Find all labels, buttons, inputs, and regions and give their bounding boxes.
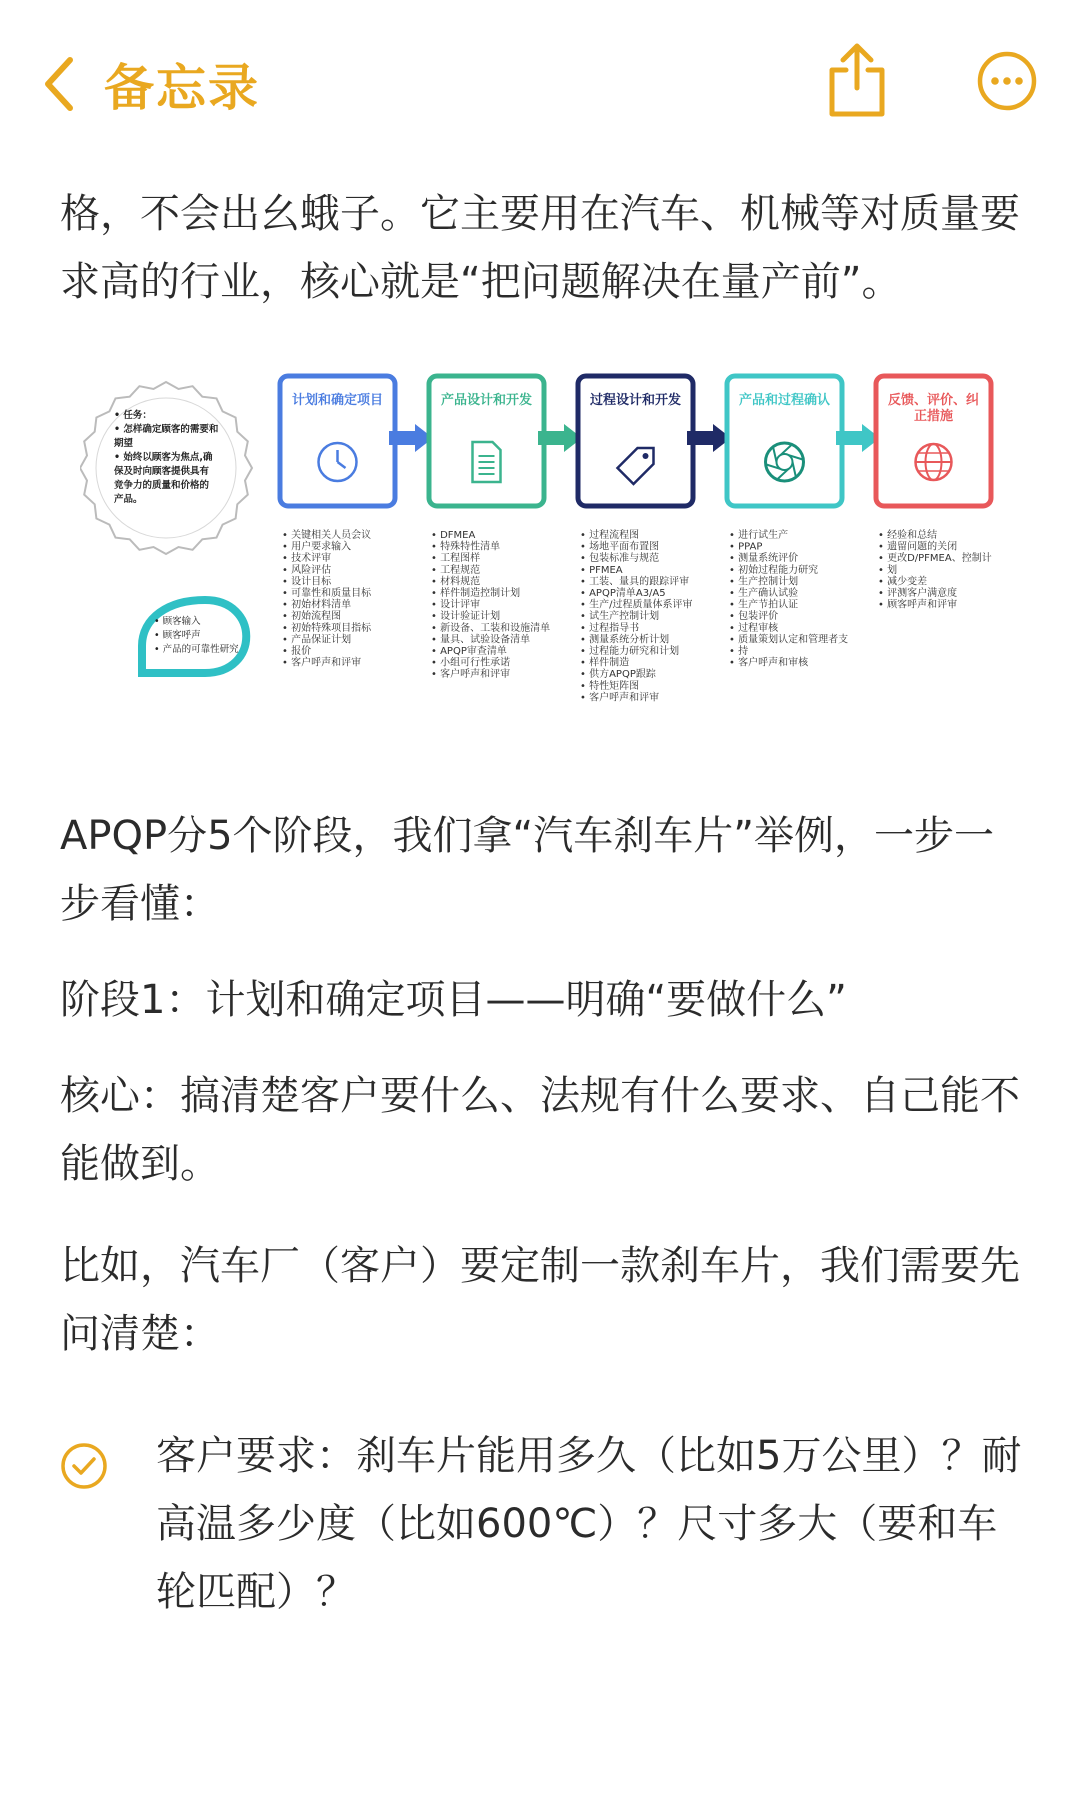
phase-list-item: • 工装、量具的跟踪评审 xyxy=(580,576,690,588)
phase-list-item: • 小组可行性承诺 xyxy=(431,657,511,669)
back-label: 备忘录 xyxy=(104,59,260,117)
phase-list-item: • 过程审核 xyxy=(729,622,779,634)
phase-list-item: • 风险评估 xyxy=(282,564,332,576)
seal-text-line: 期望 xyxy=(114,438,134,449)
phase-list-item: • 减少变差 xyxy=(878,576,928,588)
phase-list xyxy=(878,528,992,611)
phase-list-item: • 初始过程能力研究 xyxy=(729,564,819,576)
phase-list-item: • 样件制造控制计划 xyxy=(431,588,521,599)
phase-list-item: • 生产确认试验 xyxy=(729,588,799,599)
phase-list-item: • PFMEA xyxy=(580,564,623,576)
phase-list-item: • 可靠性和质量目标 xyxy=(282,588,372,599)
note-paragraph: 格，不会出幺蛾子。它主要用在汽车、机械等对质量要求高的行业，核心就是“把问题解决在量产前”。 xyxy=(60,191,1020,305)
phase-list-item: • 量具、试验设备清单 xyxy=(431,634,531,646)
phase-list-item: • 初始材料清单 xyxy=(282,599,352,611)
phase-list-item: • 新设备、工装和设施清单 xyxy=(431,622,551,634)
phase-list-item: • DFMEA xyxy=(431,530,476,541)
phase-list-item: • PPAP xyxy=(729,541,763,553)
phase-card xyxy=(280,376,395,506)
drop-text-line: • 顾客输入 xyxy=(154,616,201,627)
phase-list-item: • 测量系统分析计划 xyxy=(580,634,670,646)
phase-card xyxy=(876,376,991,506)
seal-text-line: 竞争力的质量和价格的 xyxy=(114,480,210,491)
phase-list-item: • 划 xyxy=(878,564,898,576)
phase-list-item: • 用户要求输入 xyxy=(282,541,352,553)
phase-list-item: • 质量策划认定和管理者支 xyxy=(729,634,849,646)
seal-text-line: 保及时向顾客提供具有 xyxy=(114,466,210,477)
share-icon[interactable] xyxy=(824,40,890,120)
phase-list-item: • 产品保证计划 xyxy=(282,634,352,646)
phase-list-item: • 过程流程图 xyxy=(580,530,640,541)
phase-list-item: • 设计目标 xyxy=(282,576,332,588)
phase-list-item: • APQP清单A3/A5 xyxy=(580,588,666,599)
phase-title: 产品和过程确认 xyxy=(738,393,831,408)
checklist-item-text: 客户要求：刹车片能用多久（比如5万公里）？耐高温多少度（比如600℃）？尺寸多大（要和车轮匹配）？ xyxy=(156,1433,1022,1615)
phase-list-item: • 场地平面布置图 xyxy=(580,541,660,553)
phase-list xyxy=(580,528,692,703)
phase-list-item: • 试生产控制计划 xyxy=(580,611,660,623)
phase-list xyxy=(729,528,848,669)
phase-list-item: • 客户呼声和评审 xyxy=(580,692,660,704)
phase-list-item: • 持 xyxy=(729,646,749,657)
phase-list-item: • 包装标准与规范 xyxy=(580,553,660,565)
phase-list-item: • 材料规范 xyxy=(431,576,481,588)
phase-list-item: • 供方APQP跟踪 xyxy=(580,669,656,681)
phase-list-item: • 客户呼声和审核 xyxy=(729,657,809,669)
phase-list xyxy=(431,530,550,680)
phase-list-item: • 评测客户满意度 xyxy=(878,588,958,599)
phase-list-item: • 过程指导书 xyxy=(580,622,640,634)
task-seal xyxy=(80,382,252,554)
note-paragraph: 核心：搞清楚客户要什么、法规有什么要求、自己能不能做到。 xyxy=(60,1073,1020,1187)
phase-list-item: • 工程图样 xyxy=(431,553,481,565)
phase-card xyxy=(578,376,693,506)
phase-list xyxy=(282,528,372,669)
phase-list-item: • 过程能力研究和计划 xyxy=(580,646,680,657)
checkmark-circle-icon[interactable] xyxy=(60,1442,108,1490)
drop-text-line: • 顾客呼声 xyxy=(154,630,201,641)
phase-list-item: • 关键相关人员会议 xyxy=(282,530,372,541)
more-options-icon[interactable] xyxy=(976,50,1038,112)
navigation-bar xyxy=(0,0,1080,160)
phase-list-item: • 经验和总结 xyxy=(878,530,938,541)
note-paragraph: APQP分5个阶段，我们拿“汽车刹车片”举例，一步一步看懂： xyxy=(60,813,994,927)
phase-list-item: • 报价 xyxy=(282,646,312,657)
phase-list-item: • 包装评价 xyxy=(729,611,779,623)
phase-list-item: • 测量系统评价 xyxy=(729,553,799,565)
back-button[interactable] xyxy=(40,48,260,120)
phase-title: 计划和确定项目 xyxy=(291,393,384,408)
seal-text-line: 产品。 xyxy=(114,494,143,505)
phase-list-item: • 样件制造 xyxy=(580,657,630,669)
phase-list-item: • 客户呼声和评审 xyxy=(431,669,511,681)
drop-text-line: • 产品的可靠性研究 xyxy=(154,644,239,655)
phase-title: 过程设计和开发 xyxy=(589,393,682,408)
phase-list-item: • 初始特殊项目指标 xyxy=(282,622,372,634)
phase-list-item: • 更改D/PFMEA、控制计 xyxy=(878,553,992,565)
phase-list-item: • 特性矩阵图 xyxy=(580,680,640,692)
phase-list-item: • 技术评审 xyxy=(282,553,332,565)
seal-text-line: • 任务： xyxy=(114,410,152,421)
phase-list-item: • 初始流程图 xyxy=(282,611,342,623)
phase-title: 反馈、评价、纠 xyxy=(887,393,980,408)
chevron-left-icon xyxy=(40,54,80,114)
apqp-diagram xyxy=(80,368,1020,768)
phase-list-item: • 设计验证计划 xyxy=(431,611,501,623)
phase-list-item: • 设计评审 xyxy=(431,599,481,611)
customer-input-drop xyxy=(142,600,246,673)
seal-text-line: • 怎样确定顾客的需要和 xyxy=(114,424,219,435)
phase-list-item: • 生产控制计划 xyxy=(729,576,799,588)
phase-title: 正措施 xyxy=(913,409,954,424)
seal-text-line: • 始终以顾客为焦点,确 xyxy=(114,452,213,463)
phase-list-item: • 工程规范 xyxy=(431,564,481,576)
stage-heading: 阶段1：计划和确定项目——明确“要做什么” xyxy=(60,977,847,1023)
phase-title: 产品设计和开发 xyxy=(440,393,533,408)
phase-card xyxy=(727,376,842,506)
phase-list-item: • 顾客呼声和评审 xyxy=(878,599,958,611)
phase-list-item: • 客户呼声和评审 xyxy=(282,657,362,669)
note-paragraph: 比如，汽车厂（客户）要定制一款刹车片，我们需要先问清楚： xyxy=(60,1243,1020,1357)
phase-list-item: • 进行试生产 xyxy=(729,530,789,541)
phase-list-item: • 生产节拍认证 xyxy=(729,599,799,611)
phase-card xyxy=(429,376,544,506)
phase-list-item: • 遗留问题的关闭 xyxy=(878,541,958,553)
phase-list-item: • APQP审查清单 xyxy=(431,646,507,657)
phase-list-item: • 特殊特性清单 xyxy=(431,541,501,553)
phase-list-item: • 生产/过程质量体系评审 xyxy=(580,599,693,611)
